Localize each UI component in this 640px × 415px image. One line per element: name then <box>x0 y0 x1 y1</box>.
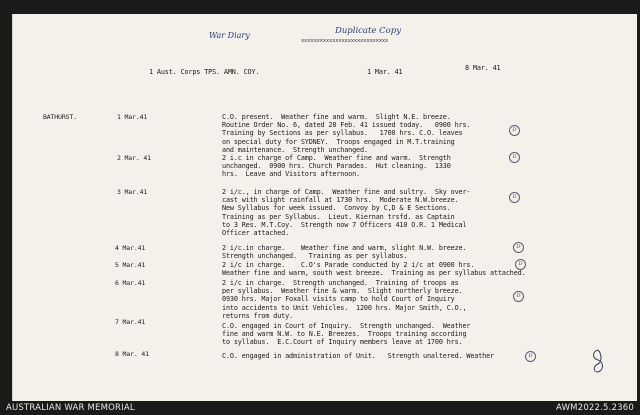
entry-text: C.O. engaged in administration of Unit. Strength unaltered. Weather <box>222 352 495 360</box>
entry-date: 7 Mar.41 <box>115 318 146 326</box>
entry-date: 8 Mar. 41 <box>115 350 149 358</box>
entry-date: 4 Mar.41 <box>115 244 146 252</box>
entry-text: 2 i/c., in charge of Camp. Weather fine and sultry. Sky over- cast with slight rainfall at 1730 hrs. Moderate N.W.breeze. New Syllabus for week issued. Convoy by C,D & E Sections. Training as per Syllabus. Lieut. Kiernan trsfd. as Captain to 3 Res. M.T.Coy. Strength now 7 Officers 410 O.R. 1 Medical Officer attached. <box>222 188 471 238</box>
entry-date: 1 Mar.41 <box>117 113 148 121</box>
initials-mark: D <box>513 242 524 253</box>
unit-name: 1 Aust. Corps TPS. AMN. COY. <box>149 68 260 76</box>
entry-text: C.O. present. Weather fine and warm. Slight N.E. breeze. Routine Order No. 6, dated 28 Feb. 41 issued today. 0900 hrs. Training by Sections as per syllabus. 1700 hrs. C.O. leaves on special duty for SYDNEY. Troops engaged in M.T.training and maintenance. Strength unchanged. <box>222 113 471 154</box>
entry-text: 2 i/c.in charge. Weather fine and warm, slight N.W. breeze. Strength unchanged. Training as per syllabus. <box>222 244 467 261</box>
duplicate-copy-annotation: Duplicate Copy <box>335 26 402 36</box>
entry-text: 2 i.c in charge of Camp. Weather fine and warm. Strength unchanged. 0900 hrs. Church Parades. Hut cleaning. 1330 hrs. Leave and Visitors afternoon. <box>222 154 451 179</box>
footer-bar <box>0 401 640 415</box>
initials-mark: D <box>513 291 524 302</box>
entry-date: 3 Mar.41 <box>117 188 148 196</box>
entry-text: 2 i/c in charge. C.O's Parade conducted by 2 i/c at 0900 hrs. Weather fine and warm, south west breeze. Training as per syllabus attached. <box>222 261 526 278</box>
x-line: xxxxxxxxxxxxxxxxxxxxxxxxxxxx <box>301 38 389 44</box>
initials-mark: D <box>509 125 520 136</box>
footer-catalog-id: AWM2022.5.2360 <box>556 403 634 413</box>
initials-mark: D <box>515 259 526 270</box>
entry-text: 2 i/c in charge. Strength unchanged. Training of troops as per syllabus. Weather fine & warm. Slight northerly breeze. 0930 hrs. Major Foxall visits camp to hold Court of Inquiry into accidents to Unit Vehicles. 1200 hrs. Major Smith, C.O., returns from duty. <box>222 279 467 320</box>
diary-page <box>12 14 637 401</box>
to-date: 8 Mar. 41 <box>465 64 501 72</box>
place-name: BATHURST. <box>43 113 77 121</box>
footer-institution: AUSTRALIAN WAR MEMORIAL <box>6 403 135 413</box>
war-diary-annotation: War Diary <box>209 31 250 40</box>
entry-date: 6 Mar.41 <box>115 279 146 287</box>
entry-text: C.O. engaged in Court of Inquiry. Strength unchanged. Weather fine and warm N.W. to N.E. Breezes. Troops training according to syllabus. E.C.Court of Inquiry members leave at 1700 hrs. <box>222 322 471 347</box>
handwritten-mark <box>590 348 606 374</box>
initials-mark: D <box>509 152 520 163</box>
entry-date: 2 Mar. 41 <box>117 154 151 162</box>
entry-date: 5 Mar.41 <box>115 261 146 269</box>
initials-mark: D <box>509 192 520 203</box>
initials-mark: D <box>525 351 536 362</box>
from-date: 1 Mar. 41 <box>367 68 403 76</box>
